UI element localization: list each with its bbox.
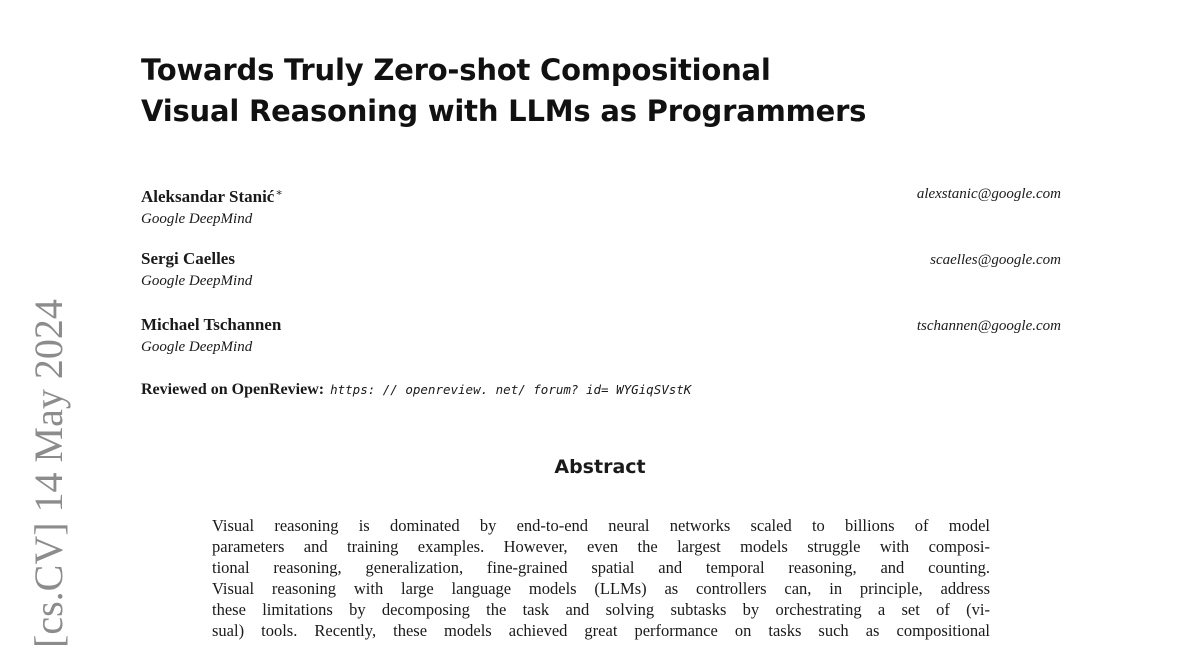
author-name-text: Michael Tschannen [141, 315, 282, 334]
abstract-line: Visual reasoning is dominated by end-to-end neural networks scaled to billions of model [212, 516, 990, 535]
abstract-line: Visual reasoning with large language models (LLMs) as controllers can, in principle, address [212, 579, 990, 598]
paper-title-line-2: Visual Reasoning with LLMs as Programmers [141, 94, 867, 128]
author-block-1 [141, 183, 1061, 229]
abstract-line: sual) tools. Recently, these models achieved great performance on tasks such as compositional [212, 621, 990, 640]
author-name-text: Aleksandar Stanić [141, 187, 275, 206]
abstract-line: tional reasoning, generalization, fine-grained spatial and temporal reasoning, and counting. [212, 558, 990, 577]
author-email[interactable]: tschannen@google.com [916, 318, 1061, 334]
author-affiliation: Google DeepMind [141, 273, 253, 289]
paper-title [141, 50, 1041, 132]
paper-title-line-1: Towards Truly Zero-shot Compositional [141, 53, 771, 87]
corresponding-author-mark: ∗ [275, 187, 283, 199]
abstract-line: parameters and training examples. However, even the largest models struggle with composi- [212, 537, 990, 556]
author-block-3 [141, 315, 1061, 357]
author-block-2 [141, 249, 1061, 291]
abstract-heading: Abstract [554, 456, 646, 478]
author-affiliation: Google DeepMind [141, 339, 253, 355]
author-affiliation: Google DeepMind [141, 211, 253, 227]
abstract-line: these limitations by decomposing the task and solving subtasks by orchestrating a set of (vi- [212, 600, 990, 619]
abstract-text [212, 515, 990, 641]
author-name-text: Sergi Caelles [141, 249, 235, 268]
review-label: Reviewed on OpenReview: [141, 381, 325, 398]
openreview-link[interactable]: https: // openreview. net/ forum? id= WYGiqSVstK [330, 382, 692, 397]
arxiv-side-stamp: [cs.CV] 14 May 2024 [26, 299, 71, 648]
review-note [141, 380, 691, 400]
author-email[interactable]: scaelles@google.com [930, 252, 1061, 268]
author-name [141, 249, 1061, 269]
author-email[interactable]: alexstanic@google.com [916, 186, 1061, 202]
